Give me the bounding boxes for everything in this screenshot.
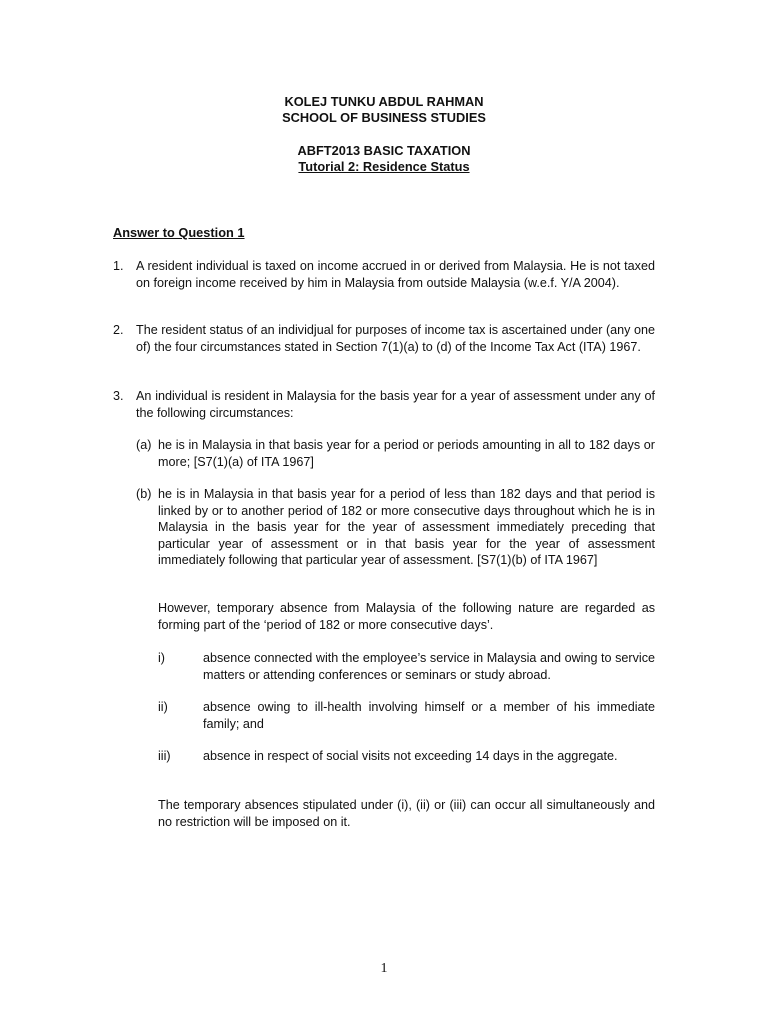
absence-text: absence connected with the employee’s service in Malaysia and owing to service matters or attending conferences or seminars or study abroad.: [203, 651, 655, 682]
absence-item-1: [158, 650, 655, 683]
however-paragraph: However, temporary absence from Malaysia of the following nature are regarded as forming part of the ‘period of 182 or more consecutive days’.: [158, 601, 655, 632]
point-number: 2.: [113, 323, 124, 337]
absence-text: absence in respect of social visits not exceeding 14 days in the aggregate.: [203, 749, 618, 763]
point-text: An individual is resident in Malaysia for the basis year for a year of assessment under any of the following circumstances:: [136, 389, 655, 420]
point-2: [113, 322, 655, 355]
circumstance-text: he is in Malaysia in that basis year for a period of less than 182 days and that period is linked by or to another period of 182 or more consecutive days throughout which he is in Malaysia in the basis year for the year of assessment immediately preceding that particular year of assessment or in that basis year for the year of assessment immediately following that particular year of assessment. [S7(1)(b) of ITA 1967]: [158, 487, 655, 568]
absence-item-3: [158, 748, 655, 765]
circumstance-b: [136, 486, 655, 569]
tutorial-title-row: [0, 159, 768, 176]
circumstance-a: [136, 437, 655, 470]
course-title: ABFT2013 BASIC TAXATION: [297, 143, 471, 158]
point-number: 3.: [113, 389, 124, 403]
absence-text: absence owing to ill-health involving himself or a member of his immediate family; and: [203, 700, 655, 731]
absence-item-2: [158, 699, 655, 732]
college-name: KOLEJ TUNKU ABDUL RAHMAN: [284, 94, 484, 109]
page-number: 1: [380, 961, 388, 976]
point-1: [113, 258, 655, 291]
point-text: The resident status of an individjual for purposes of income tax is ascertained under (any one of) the four circumstances stated in Section 7(1)(a) to (d) of the Income Tax Act (ITA) 1967.: [136, 323, 655, 354]
point-number: 1.: [113, 259, 124, 273]
point-3: [113, 388, 655, 421]
answer-heading: Answer to Question 1: [113, 225, 245, 240]
circumstance-label: (b): [136, 487, 152, 501]
tutorial-title: Tutorial 2: Residence Status: [298, 159, 470, 174]
school-name: SCHOOL OF BUSINESS STUDIES: [282, 110, 486, 125]
absence-label: ii): [158, 700, 168, 714]
point-text: A resident individual is taxed on income accrued in or derived from Malaysia. He is not taxed on foreign income received by him in Malaysia from outside Malaysia (w.e.f. Y/A 2004).: [136, 259, 655, 290]
circumstance-text: he is in Malaysia in that basis year for a period or periods amounting in all to 182 days or more; [S7(1)(a) of ITA 1967]: [158, 438, 655, 469]
circumstance-label: (a): [136, 438, 152, 452]
absence-label: i): [158, 651, 165, 665]
closing-paragraph: The temporary absences stipulated under (i), (ii) or (iii) can occur all simultaneously and no restriction will be imposed on it.: [158, 798, 655, 829]
absence-label: iii): [158, 749, 171, 763]
